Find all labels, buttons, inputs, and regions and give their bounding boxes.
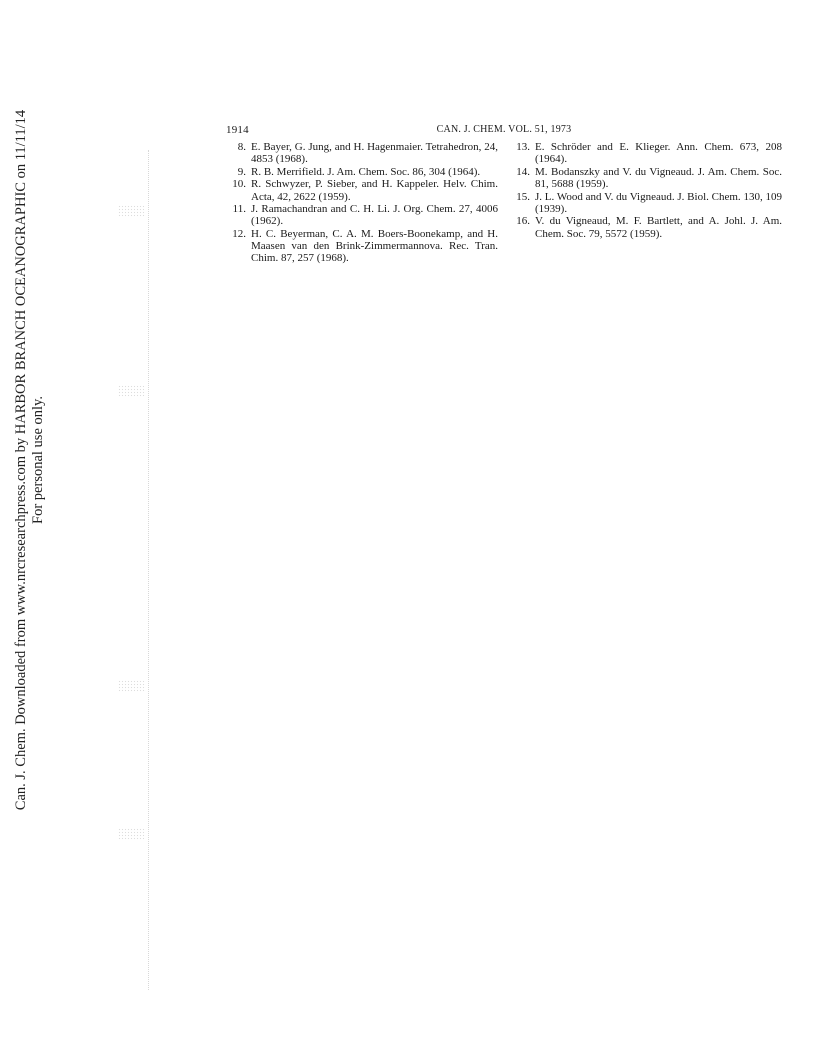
reference-text: R. Schwyzer, P. Sieber, and H. Kappeler. Helv. Chim. Acta, 42, 2622 (1959). bbox=[251, 178, 498, 203]
reference-text: E. Bayer, G. Jung, and H. Hagenmaier. Tetrahedron, 24, 4853 (1968). bbox=[251, 141, 498, 166]
reference-list bbox=[226, 141, 782, 265]
scan-noise bbox=[118, 680, 146, 692]
download-watermark bbox=[0, 0, 60, 1052]
reference-number: 14. bbox=[516, 165, 530, 178]
reference-text: H. C. Beyerman, C. A. M. Boers-Boonekamp, and H. Maasen van den Brink-Zimmermannova. Rec. Tran. Chim. 87, 257 (1968). bbox=[251, 227, 498, 265]
reference-item bbox=[226, 178, 498, 202]
reference-number: 13. bbox=[516, 141, 530, 153]
running-head bbox=[226, 124, 782, 138]
page-number: 1914 bbox=[226, 124, 249, 136]
download-notice bbox=[13, 110, 47, 810]
reference-item bbox=[226, 141, 498, 165]
reference-number: 12. bbox=[232, 227, 246, 240]
reference-item bbox=[226, 166, 498, 178]
scan-noise bbox=[118, 385, 146, 397]
reference-text: M. Bodanszky and V. du Vigneaud. J. Am. Chem. Soc. 81, 5688 (1959). bbox=[535, 165, 782, 190]
reference-number: 9. bbox=[237, 165, 246, 178]
reference-column-left bbox=[226, 141, 498, 265]
reference-column-right bbox=[510, 141, 782, 265]
reference-text: J. L. Wood and V. du Vigneaud. J. Biol. Chem. 130, 109 (1939). bbox=[535, 190, 782, 215]
reference-item bbox=[510, 215, 782, 239]
scan-noise bbox=[118, 205, 146, 217]
reference-number: 8. bbox=[237, 141, 246, 153]
reference-item bbox=[510, 141, 782, 165]
journal-citation: CAN. J. CHEM. VOL. 51, 1973 bbox=[436, 124, 572, 135]
reference-item bbox=[226, 228, 498, 265]
reference-item bbox=[226, 203, 498, 227]
scan-noise bbox=[118, 828, 146, 840]
reference-text: E. Schröder and E. Klieger. Ann. Chem. 673, 208 (1964). bbox=[535, 141, 782, 166]
reference-number: 10. bbox=[232, 178, 246, 191]
reference-text: R. B. Merrifield. J. Am. Chem. Soc. 86, 304 (1964). bbox=[251, 165, 481, 178]
reference-item bbox=[510, 191, 782, 215]
reference-number: 16. bbox=[516, 215, 530, 228]
reference-number: 11. bbox=[232, 203, 246, 216]
margin-rule bbox=[148, 150, 149, 990]
download-notice-line2: For personal use only. bbox=[30, 396, 46, 524]
reference-text: V. du Vigneaud, M. F. Bartlett, and A. Johl. J. Am. Chem. Soc. 79, 5572 (1959). bbox=[535, 215, 782, 240]
reference-text: J. Ramachandran and C. H. Li. J. Org. Chem. 27, 4006 (1962). bbox=[251, 203, 498, 228]
reference-item bbox=[510, 166, 782, 190]
download-notice-line1: Can. J. Chem. Downloaded from www.nrcresearchpress.com by HARBOR BRANCH OCEANOGRAPHIC on 11/11/14 bbox=[13, 109, 29, 811]
reference-number: 15. bbox=[516, 190, 530, 203]
